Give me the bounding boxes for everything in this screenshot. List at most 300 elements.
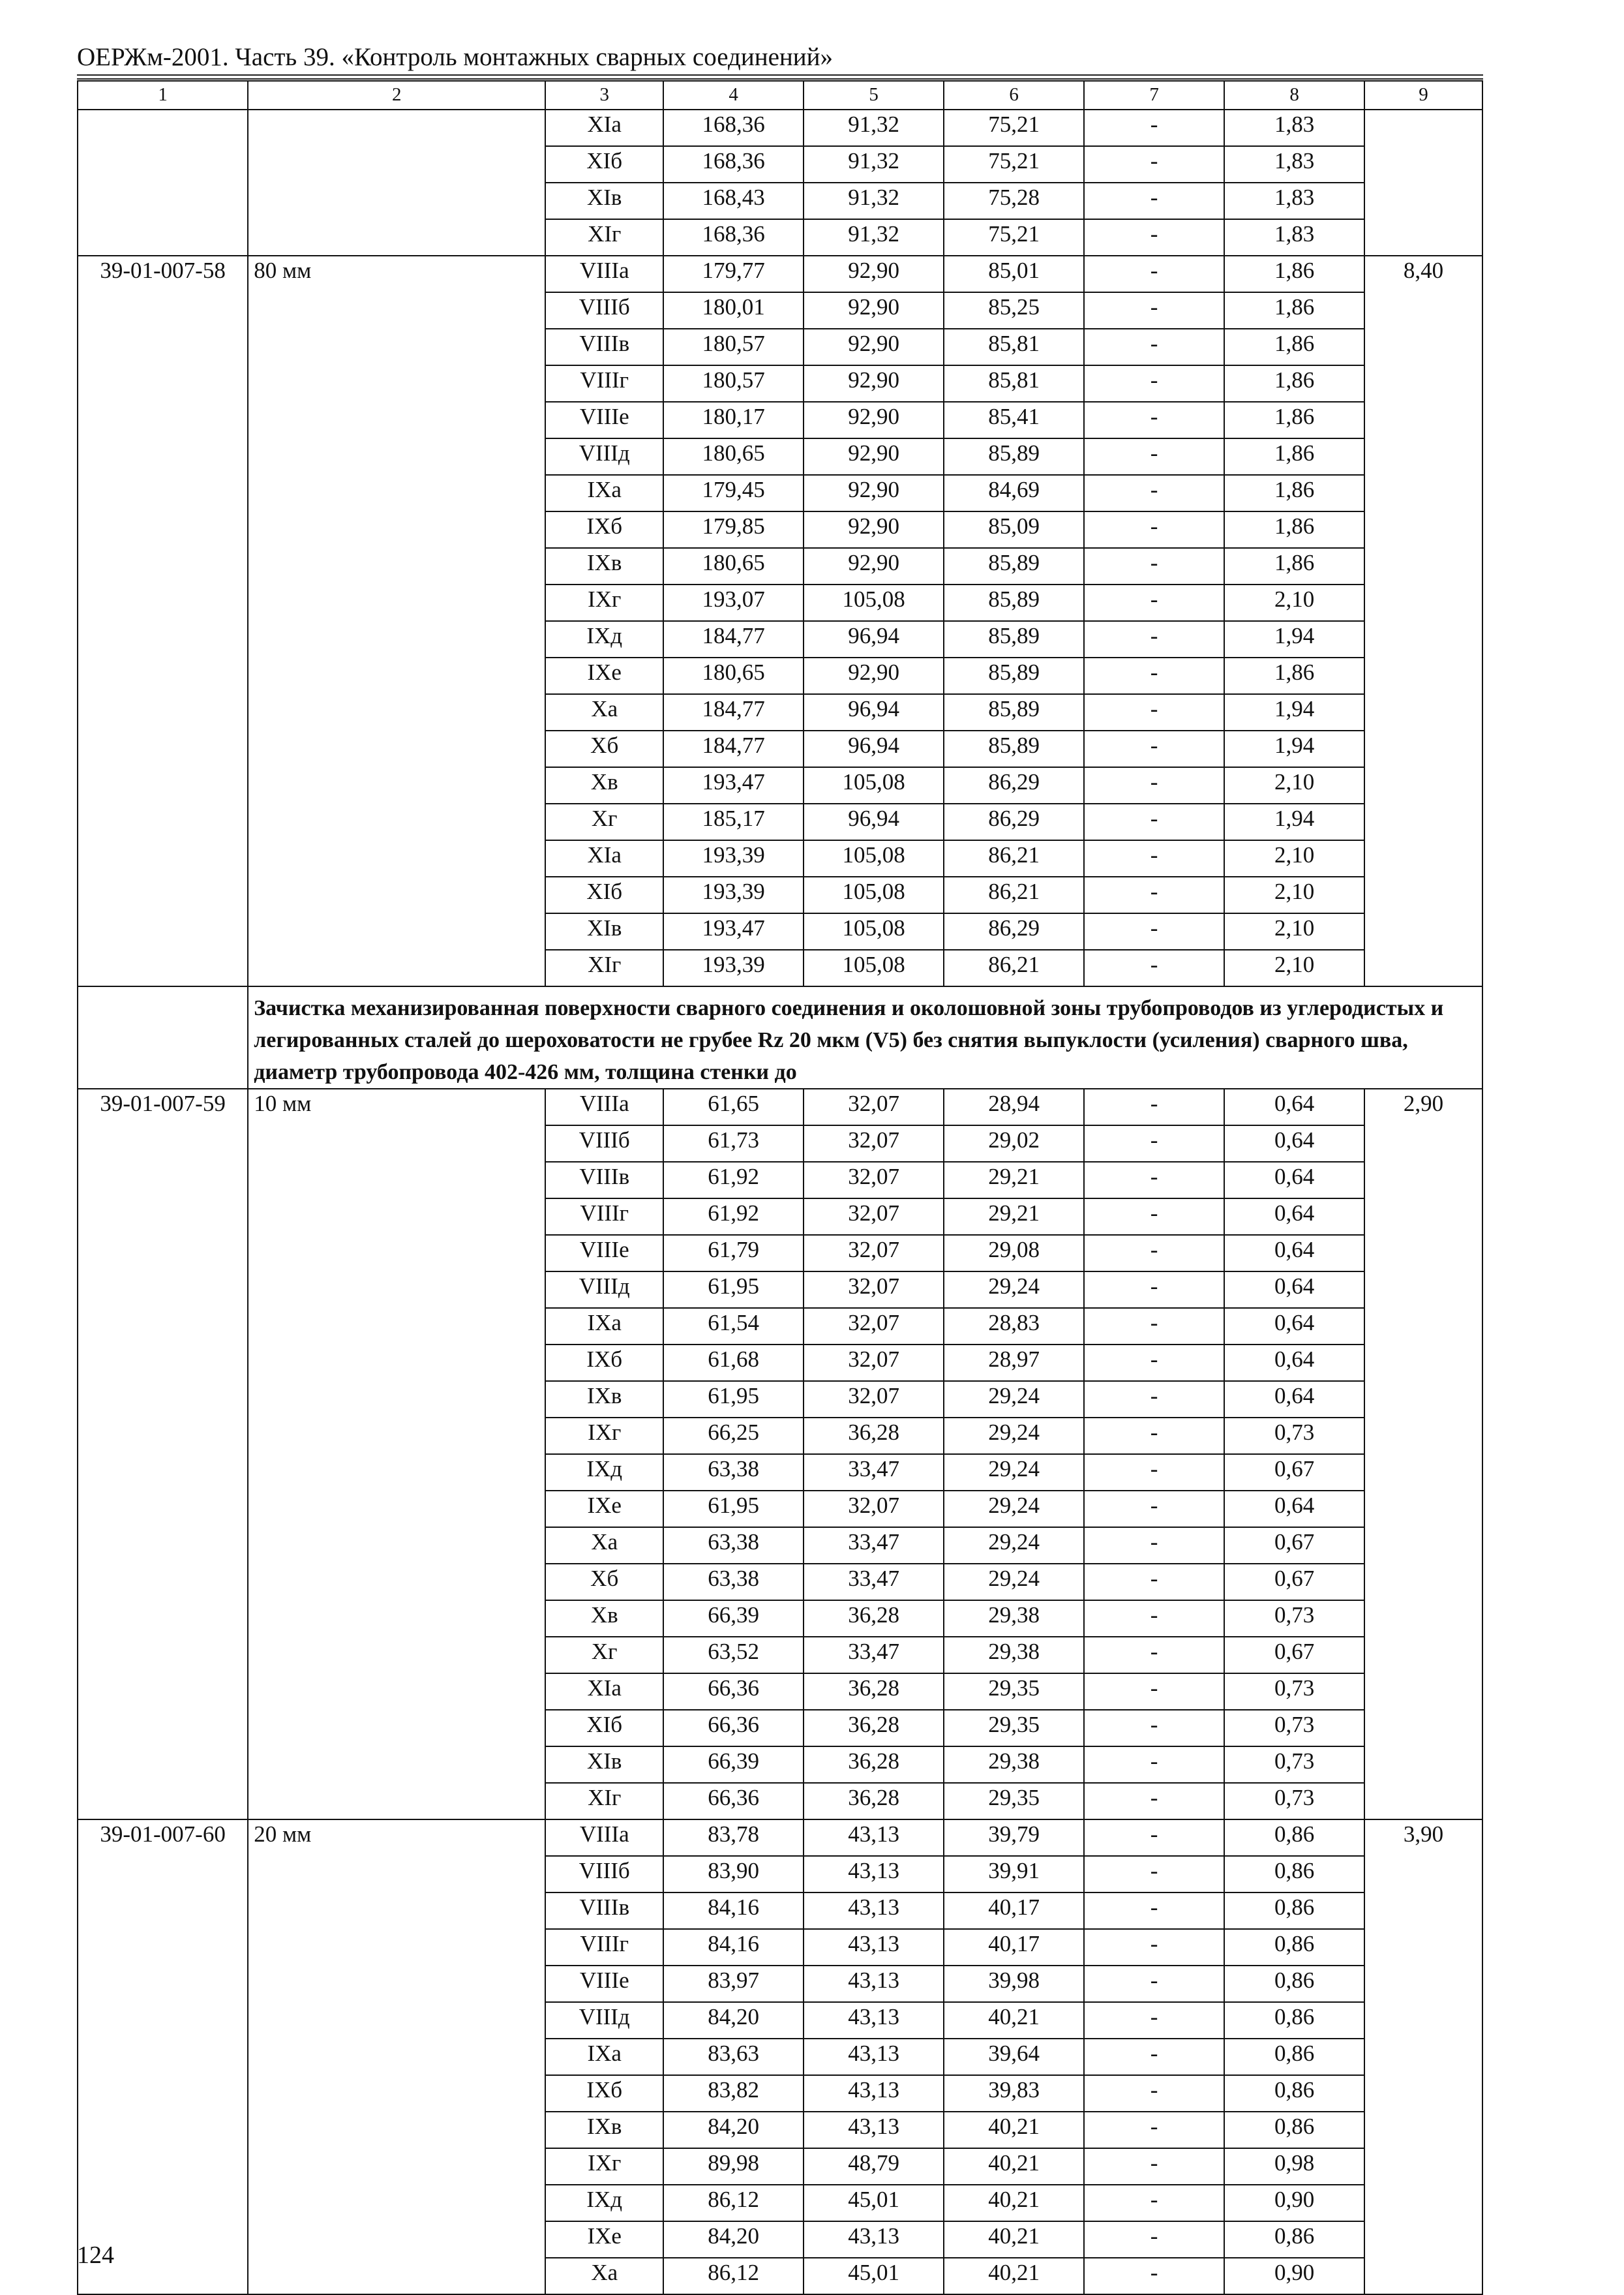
col7-cell: - — [1084, 913, 1224, 950]
col6-cell: 75,21 — [944, 146, 1084, 183]
category-cell: Xa — [545, 694, 663, 731]
col5-cell: 92,90 — [804, 365, 944, 402]
col6-cell: 85,89 — [944, 621, 1084, 658]
col7-cell: - — [1084, 731, 1224, 767]
page-number: 124 — [77, 2242, 114, 2269]
col7-cell: - — [1084, 694, 1224, 731]
col4-cell: 84,16 — [663, 1892, 804, 1929]
col8-cell: 0,73 — [1224, 1710, 1364, 1746]
col4-cell: 86,12 — [663, 2258, 804, 2294]
col5-cell: 33,47 — [804, 1564, 944, 1600]
col5-cell: 92,90 — [804, 658, 944, 694]
category-cell: VIIIд — [545, 1271, 663, 1308]
col8-cell: 0,64 — [1224, 1162, 1364, 1198]
col6-cell: 85,01 — [944, 256, 1084, 292]
col5-cell: 45,01 — [804, 2185, 944, 2221]
col8-cell: 0,86 — [1224, 1966, 1364, 2002]
category-cell: IXa — [545, 475, 663, 511]
col7-cell: - — [1084, 2148, 1224, 2185]
col4-cell: 180,65 — [663, 438, 804, 475]
category-cell: XIг — [545, 950, 663, 986]
col7-cell: - — [1084, 146, 1224, 183]
col8-cell: 0,73 — [1224, 1746, 1364, 1783]
col8-cell: 0,86 — [1224, 2112, 1364, 2148]
col4-cell: 180,57 — [663, 329, 804, 365]
col6-cell: 29,24 — [944, 1454, 1084, 1491]
category-cell: IXa — [545, 1308, 663, 1345]
col7-cell: - — [1084, 804, 1224, 840]
col6-cell: 40,21 — [944, 2185, 1084, 2221]
col7-cell: - — [1084, 219, 1224, 256]
col6-cell: 29,21 — [944, 1162, 1084, 1198]
col6-cell: 40,21 — [944, 2258, 1084, 2294]
col8-cell: 0,73 — [1224, 1418, 1364, 1454]
col7-cell: - — [1084, 110, 1224, 146]
column-number: 8 — [1224, 81, 1364, 110]
category-cell: XIa — [545, 110, 663, 146]
col4-cell: 66,39 — [663, 1600, 804, 1637]
category-cell: VIIIв — [545, 1892, 663, 1929]
col4-cell: 168,36 — [663, 146, 804, 183]
col7-cell: - — [1084, 1710, 1224, 1746]
col6-cell: 29,24 — [944, 1381, 1084, 1418]
col8-cell: 1,86 — [1224, 402, 1364, 438]
col7-cell: - — [1084, 1564, 1224, 1600]
col7-cell: - — [1084, 1235, 1224, 1271]
col5-cell: 43,13 — [804, 2039, 944, 2075]
col8-cell: 1,86 — [1224, 475, 1364, 511]
col7-cell: - — [1084, 1491, 1224, 1527]
column-numbers-row — [78, 81, 1482, 110]
col6-cell: 84,69 — [944, 475, 1084, 511]
col6-cell: 39,79 — [944, 1819, 1084, 1856]
col5-cell: 92,90 — [804, 475, 944, 511]
col4-cell: 184,77 — [663, 694, 804, 731]
wall-thickness-cell: 20 мм — [248, 1819, 545, 2294]
col7-cell: - — [1084, 1966, 1224, 2002]
category-cell: VIIIг — [545, 1929, 663, 1966]
col8-cell: 0,64 — [1224, 1345, 1364, 1381]
col4-cell: 83,82 — [663, 2075, 804, 2112]
col8-cell: 1,86 — [1224, 329, 1364, 365]
col6-cell: 39,91 — [944, 1856, 1084, 1892]
col4-cell: 83,90 — [663, 1856, 804, 1892]
col7-cell: - — [1084, 950, 1224, 986]
category-cell: VIIIд — [545, 438, 663, 475]
header-rule-double — [77, 78, 1483, 80]
col8-cell: 1,86 — [1224, 438, 1364, 475]
col5-cell: 48,79 — [804, 2148, 944, 2185]
col8-cell: 0,86 — [1224, 2039, 1364, 2075]
col7-cell: - — [1084, 767, 1224, 804]
col5-cell: 43,13 — [804, 2075, 944, 2112]
col4-cell: 84,20 — [663, 2112, 804, 2148]
col7-cell: - — [1084, 1198, 1224, 1235]
col5-cell: 36,28 — [804, 1418, 944, 1454]
column-number: 7 — [1084, 81, 1224, 110]
col6-cell: 85,09 — [944, 511, 1084, 548]
col4-cell: 193,47 — [663, 913, 804, 950]
category-cell: IXд — [545, 621, 663, 658]
col8-cell: 0,73 — [1224, 1783, 1364, 1819]
col6-cell: 29,24 — [944, 1418, 1084, 1454]
col5-cell: 36,28 — [804, 1600, 944, 1637]
col5-cell: 32,07 — [804, 1198, 944, 1235]
col8-cell: 2,10 — [1224, 913, 1364, 950]
col7-cell: - — [1084, 365, 1224, 402]
col7-cell: - — [1084, 1162, 1224, 1198]
col4-cell: 184,77 — [663, 731, 804, 767]
col8-cell: 0,64 — [1224, 1271, 1364, 1308]
col5-cell: 105,08 — [804, 767, 944, 804]
col7-cell: - — [1084, 1892, 1224, 1929]
col6-cell: 85,41 — [944, 402, 1084, 438]
category-cell: VIIIб — [545, 292, 663, 329]
col4-cell: 61,92 — [663, 1162, 804, 1198]
col6-cell: 85,25 — [944, 292, 1084, 329]
col8-cell: 0,64 — [1224, 1125, 1364, 1162]
col8-cell: 0,64 — [1224, 1308, 1364, 1345]
col6-cell: 75,21 — [944, 219, 1084, 256]
col5-cell: 43,13 — [804, 1819, 944, 1856]
col6-cell: 85,89 — [944, 438, 1084, 475]
col4-cell: 63,38 — [663, 1527, 804, 1564]
col6-cell: 39,64 — [944, 2039, 1084, 2075]
col5-cell: 43,13 — [804, 2002, 944, 2039]
col7-cell: - — [1084, 2258, 1224, 2294]
category-cell: Xб — [545, 1564, 663, 1600]
table-row — [78, 110, 1482, 146]
col4-cell: 61,92 — [663, 1198, 804, 1235]
category-cell: Xв — [545, 767, 663, 804]
col6-cell: 39,98 — [944, 1966, 1084, 2002]
col4-cell: 66,39 — [663, 1746, 804, 1783]
category-cell: XIб — [545, 146, 663, 183]
col4-cell: 61,95 — [663, 1491, 804, 1527]
code-cell: 39-01-007-60 — [78, 1819, 248, 2294]
col4-cell: 66,36 — [663, 1783, 804, 1819]
col8-cell: 1,83 — [1224, 219, 1364, 256]
header-rule — [77, 74, 1483, 76]
col7-cell: - — [1084, 2002, 1224, 2039]
col8-cell: 1,94 — [1224, 621, 1364, 658]
col8-cell: 0,67 — [1224, 1564, 1364, 1600]
col5-cell: 45,01 — [804, 2258, 944, 2294]
col8-cell: 1,83 — [1224, 110, 1364, 146]
col7-cell: - — [1084, 2185, 1224, 2221]
col6-cell: 86,29 — [944, 913, 1084, 950]
col4-cell: 184,77 — [663, 621, 804, 658]
col6-cell: 86,21 — [944, 877, 1084, 913]
col5-cell: 43,13 — [804, 2112, 944, 2148]
col5-cell: 36,28 — [804, 1673, 944, 1710]
col4-cell: 179,45 — [663, 475, 804, 511]
col9-cell: 3,90 — [1364, 1819, 1482, 2294]
col6-cell: 85,81 — [944, 329, 1084, 365]
category-cell: IXг — [545, 585, 663, 621]
col4-cell: 61,79 — [663, 1235, 804, 1271]
col4-cell: 180,65 — [663, 658, 804, 694]
col4-cell: 61,95 — [663, 1271, 804, 1308]
col6-cell: 85,89 — [944, 694, 1084, 731]
col8-cell: 0,64 — [1224, 1491, 1364, 1527]
category-cell: IXб — [545, 511, 663, 548]
category-cell: XIв — [545, 183, 663, 219]
col5-cell: 105,08 — [804, 913, 944, 950]
col7-cell: - — [1084, 840, 1224, 877]
rates-table — [77, 80, 1483, 2295]
col7-cell: - — [1084, 621, 1224, 658]
col7-cell: - — [1084, 2221, 1224, 2258]
category-cell: Xa — [545, 2258, 663, 2294]
col8-cell: 0,86 — [1224, 2075, 1364, 2112]
col5-cell: 92,90 — [804, 438, 944, 475]
column-number: 1 — [78, 81, 248, 110]
col4-cell: 66,25 — [663, 1418, 804, 1454]
col7-cell: - — [1084, 1089, 1224, 1125]
col7-cell: - — [1084, 1929, 1224, 1966]
col5-cell: 32,07 — [804, 1089, 944, 1125]
col4-cell: 193,39 — [663, 877, 804, 913]
category-cell: IXб — [545, 2075, 663, 2112]
col5-cell: 43,13 — [804, 2221, 944, 2258]
col8-cell: 0,90 — [1224, 2258, 1364, 2294]
col4-cell: 63,38 — [663, 1564, 804, 1600]
column-number: 9 — [1364, 81, 1482, 110]
category-cell: IXд — [545, 2185, 663, 2221]
table-row — [78, 256, 1482, 292]
col6-cell: 40,17 — [944, 1929, 1084, 1966]
category-cell: VIIIг — [545, 365, 663, 402]
col4-cell: 180,57 — [663, 365, 804, 402]
col5-cell: 92,90 — [804, 511, 944, 548]
col4-cell: 179,77 — [663, 256, 804, 292]
col5-cell: 96,94 — [804, 804, 944, 840]
category-cell: Xб — [545, 731, 663, 767]
col8-cell: 1,86 — [1224, 292, 1364, 329]
col4-cell: 193,39 — [663, 840, 804, 877]
category-cell: VIIIe — [545, 1966, 663, 2002]
col7-cell: - — [1084, 1637, 1224, 1673]
col8-cell: 2,10 — [1224, 950, 1364, 986]
col6-cell: 29,35 — [944, 1783, 1084, 1819]
col4-cell: 84,16 — [663, 1929, 804, 1966]
col6-cell: 28,83 — [944, 1308, 1084, 1345]
col8-cell: 1,94 — [1224, 804, 1364, 840]
col6-cell: 86,21 — [944, 840, 1084, 877]
col4-cell: 84,20 — [663, 2221, 804, 2258]
col5-cell: 92,90 — [804, 402, 944, 438]
wall-thickness-cell: 80 мм — [248, 256, 545, 986]
col6-cell: 29,24 — [944, 1271, 1084, 1308]
col7-cell: - — [1084, 329, 1224, 365]
category-cell: VIIIa — [545, 256, 663, 292]
col7-cell: - — [1084, 1527, 1224, 1564]
col6-cell: 85,89 — [944, 658, 1084, 694]
col6-cell: 85,81 — [944, 365, 1084, 402]
col8-cell: 0,64 — [1224, 1089, 1364, 1125]
category-cell: VIIIe — [545, 1235, 663, 1271]
col8-cell: 1,86 — [1224, 658, 1364, 694]
col8-cell: 0,67 — [1224, 1527, 1364, 1564]
col5-cell: 36,28 — [804, 1710, 944, 1746]
category-cell: Xa — [545, 1527, 663, 1564]
col8-cell: 0,86 — [1224, 1892, 1364, 1929]
col5-cell: 32,07 — [804, 1345, 944, 1381]
col6-cell: 29,02 — [944, 1125, 1084, 1162]
col8-cell: 0,67 — [1224, 1637, 1364, 1673]
col4-cell: 180,17 — [663, 402, 804, 438]
col4-cell: 89,98 — [663, 2148, 804, 2185]
category-cell: IXe — [545, 1491, 663, 1527]
col8-cell: 0,86 — [1224, 2221, 1364, 2258]
col6-cell: 40,21 — [944, 2112, 1084, 2148]
col4-cell: 193,47 — [663, 767, 804, 804]
column-number: 2 — [248, 81, 545, 110]
col5-cell: 43,13 — [804, 1892, 944, 1929]
col4-cell: 61,54 — [663, 1308, 804, 1345]
col7-cell: - — [1084, 1454, 1224, 1491]
col6-cell: 29,35 — [944, 1673, 1084, 1710]
col5-cell: 32,07 — [804, 1491, 944, 1527]
code-cell: 39-01-007-59 — [78, 1089, 248, 1819]
col7-cell: - — [1084, 256, 1224, 292]
col5-cell: 105,08 — [804, 877, 944, 913]
col5-cell: 32,07 — [804, 1381, 944, 1418]
column-number: 4 — [663, 81, 804, 110]
col5-cell: 43,13 — [804, 1929, 944, 1966]
col5-cell: 91,32 — [804, 110, 944, 146]
col6-cell: 86,29 — [944, 767, 1084, 804]
col5-cell: 43,13 — [804, 1966, 944, 2002]
col6-cell: 86,29 — [944, 804, 1084, 840]
category-cell: VIIIб — [545, 1856, 663, 1892]
col4-cell: 168,36 — [663, 110, 804, 146]
col6-cell: 85,89 — [944, 548, 1084, 585]
col4-cell: 63,52 — [663, 1637, 804, 1673]
category-cell: VIIIe — [545, 402, 663, 438]
table-body — [78, 81, 1482, 2294]
col4-cell: 63,38 — [663, 1454, 804, 1491]
category-cell: Xв — [545, 1600, 663, 1637]
col5-cell: 43,13 — [804, 1856, 944, 1892]
category-cell: IXв — [545, 2112, 663, 2148]
category-cell: VIIIв — [545, 329, 663, 365]
col5-cell: 32,07 — [804, 1271, 944, 1308]
category-cell: IXe — [545, 2221, 663, 2258]
col5-cell: 92,90 — [804, 256, 944, 292]
col7-cell: - — [1084, 548, 1224, 585]
category-cell: XIб — [545, 877, 663, 913]
col7-cell: - — [1084, 1783, 1224, 1819]
col6-cell: 29,38 — [944, 1637, 1084, 1673]
col6-cell: 29,08 — [944, 1235, 1084, 1271]
section-title: Зачистка механизированная поверхности сварного соединения и околошовной зоны трубопроводов из углеродистых и легированных сталей до шероховатости не грубее Rz 20 мкм (V5) без снятия выпуклости (усиления) сварного шва, диаметр трубопровода 402-426 мм, толщина стенки до — [248, 986, 1482, 1089]
col7-cell: - — [1084, 585, 1224, 621]
category-cell: VIIIг — [545, 1198, 663, 1235]
col5-cell: 36,28 — [804, 1783, 944, 1819]
col6-cell: 86,21 — [944, 950, 1084, 986]
col9-cell: 2,90 — [1364, 1089, 1482, 1819]
col4-cell: 180,01 — [663, 292, 804, 329]
col7-cell: - — [1084, 183, 1224, 219]
category-cell: IXв — [545, 1381, 663, 1418]
col5-cell: 32,07 — [804, 1235, 944, 1271]
category-cell: XIг — [545, 1783, 663, 1819]
col4-cell: 61,65 — [663, 1089, 804, 1125]
col7-cell: - — [1084, 1381, 1224, 1418]
col4-cell: 168,36 — [663, 219, 804, 256]
col8-cell: 2,10 — [1224, 877, 1364, 913]
col8-cell: 1,86 — [1224, 548, 1364, 585]
category-cell: VIIIa — [545, 1819, 663, 1856]
col8-cell: 0,73 — [1224, 1600, 1364, 1637]
category-cell: XIб — [545, 1710, 663, 1746]
col4-cell: 86,12 — [663, 2185, 804, 2221]
wall-thickness-cell — [248, 110, 545, 256]
col8-cell: 2,10 — [1224, 585, 1364, 621]
col4-cell: 185,17 — [663, 804, 804, 840]
page-header-title: ОЕРЖм-2001. Часть 39. «Контроль монтажных сварных соединений» — [77, 43, 833, 71]
col5-cell: 32,07 — [804, 1308, 944, 1345]
col6-cell: 39,83 — [944, 2075, 1084, 2112]
col7-cell: - — [1084, 402, 1224, 438]
category-cell: IXa — [545, 2039, 663, 2075]
category-cell: Xг — [545, 804, 663, 840]
col6-cell: 40,21 — [944, 2221, 1084, 2258]
category-cell: XIa — [545, 840, 663, 877]
col9-cell — [1364, 110, 1482, 256]
col7-cell: - — [1084, 2075, 1224, 2112]
col8-cell: 2,10 — [1224, 840, 1364, 877]
col7-cell: - — [1084, 2039, 1224, 2075]
col9-cell: 8,40 — [1364, 256, 1482, 986]
col7-cell: - — [1084, 1418, 1224, 1454]
col6-cell: 75,28 — [944, 183, 1084, 219]
category-cell: IXг — [545, 1418, 663, 1454]
col8-cell: 0,64 — [1224, 1235, 1364, 1271]
col6-cell: 28,94 — [944, 1089, 1084, 1125]
col8-cell: 1,94 — [1224, 731, 1364, 767]
col8-cell: 1,94 — [1224, 694, 1364, 731]
table-row — [78, 1089, 1482, 1125]
col8-cell: 0,98 — [1224, 2148, 1364, 2185]
category-cell: IXв — [545, 548, 663, 585]
col6-cell: 29,24 — [944, 1491, 1084, 1527]
col7-cell: - — [1084, 1271, 1224, 1308]
col4-cell: 66,36 — [663, 1710, 804, 1746]
table-row — [78, 1819, 1482, 1856]
col5-cell: 36,28 — [804, 1746, 944, 1783]
col4-cell: 61,73 — [663, 1125, 804, 1162]
col8-cell: 1,86 — [1224, 511, 1364, 548]
col4-cell: 61,95 — [663, 1381, 804, 1418]
col4-cell: 180,65 — [663, 548, 804, 585]
col7-cell: - — [1084, 1746, 1224, 1783]
category-cell: XIв — [545, 913, 663, 950]
col6-cell: 29,24 — [944, 1527, 1084, 1564]
col7-cell: - — [1084, 1600, 1224, 1637]
col8-cell: 0,86 — [1224, 1929, 1364, 1966]
col4-cell: 168,43 — [663, 183, 804, 219]
col6-cell: 29,21 — [944, 1198, 1084, 1235]
section-title-row — [78, 986, 1482, 1089]
col5-cell: 92,90 — [804, 329, 944, 365]
col4-cell: 83,97 — [663, 1966, 804, 2002]
col8-cell: 0,86 — [1224, 1819, 1364, 1856]
col6-cell: 40,17 — [944, 1892, 1084, 1929]
col6-cell: 29,38 — [944, 1600, 1084, 1637]
